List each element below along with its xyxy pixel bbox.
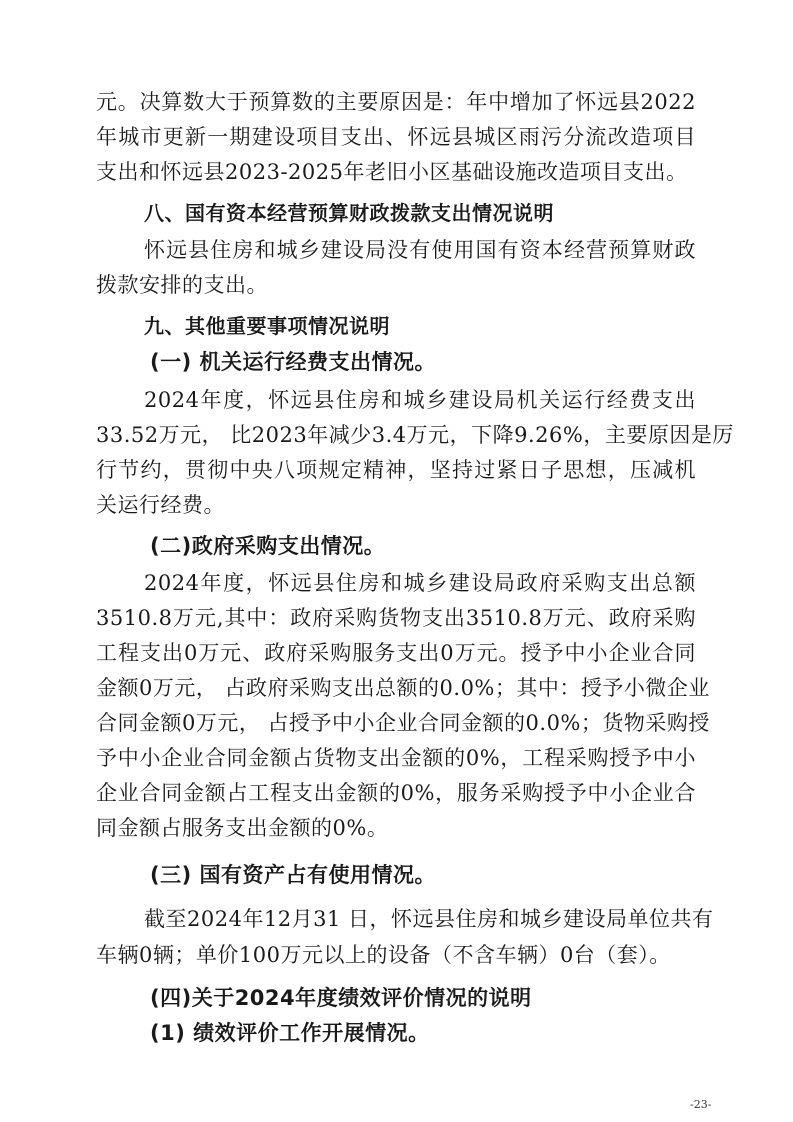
subsection-heading-4: (四)关于2024年度绩效评价情况的说明 <box>150 986 532 1010</box>
body-text-line: 合同金额0万元， 占授予中小企业合同金额的0.0%；货物采购授 <box>96 711 710 735</box>
sub-item-heading-1: (1) 绩效评价工作开展情况。 <box>150 1021 430 1045</box>
body-text-line: 予中小企业合同金额占货物支出金额的0%，工程采购授予中小 <box>96 746 696 770</box>
body-text-line: 33.52万元， 比2023年减少3.4万元，下降9.26%，主要原因是厉 <box>96 423 734 447</box>
body-text-line: 元。决算数大于预算数的主要原因是：年中增加了怀远县2022 <box>96 90 696 114</box>
body-text-line: 企业合同金额占工程支出金额的0%，服务采购授予中小企业合 <box>96 781 696 805</box>
subsection-heading-3: (三) 国有资产占有使用情况。 <box>150 863 437 887</box>
body-text-line: 行节约，贯彻中央八项规定精神，坚持过紧日子思想，压减机 <box>96 458 696 482</box>
body-text-line: 截至2024年12月31 日，怀远县住房和城乡建设局单位共有 <box>144 907 714 931</box>
body-text-line: 3510.8万元,其中：政府采购货物支出3510.8万元、政府采购 <box>96 606 696 630</box>
section-heading-9: 九、其他重要事项情况说明 <box>144 314 390 338</box>
body-text-line: 关运行经费。 <box>96 493 225 517</box>
body-text-line: 同金额占服务支出金额的0%。 <box>96 816 389 840</box>
body-text-line: 金额0万元， 占政府采购支出总额的0.0%；其中：授予小微企业 <box>96 676 710 700</box>
body-text-line: 支出和怀远县2023-2025年老旧小区基础设施改造项目支出。 <box>96 160 688 184</box>
body-text-line: 2024年度，怀远县住房和城乡建设局机关运行经费支出 <box>144 388 696 412</box>
body-text-line: 2024年度，怀远县住房和城乡建设局政府采购支出总额 <box>144 571 696 595</box>
page-number: -23- <box>690 1098 712 1111</box>
subsection-heading-1: (一) 机关运行经费支出情况。 <box>150 350 437 374</box>
body-text-line: 怀远县住房和城乡建设局没有使用国有资本经营预算财政 <box>144 238 696 262</box>
body-text-line: 拨款安排的支出。 <box>96 273 268 297</box>
body-text-line: 车辆0辆；单价100万元以上的设备（不含车辆）0台（套）。 <box>96 943 671 967</box>
section-heading-8: 八、国有资本经营预算财政拨款支出情况说明 <box>144 201 554 225</box>
subsection-heading-2: (二)政府采购支出情况。 <box>150 534 386 558</box>
body-text-line: 年城市更新一期建设项目支出、怀远县城区雨污分流改造项目 <box>96 125 696 149</box>
body-text-line: 工程支出0万元、政府采购服务支出0万元。授予中小企业合同 <box>96 641 696 665</box>
